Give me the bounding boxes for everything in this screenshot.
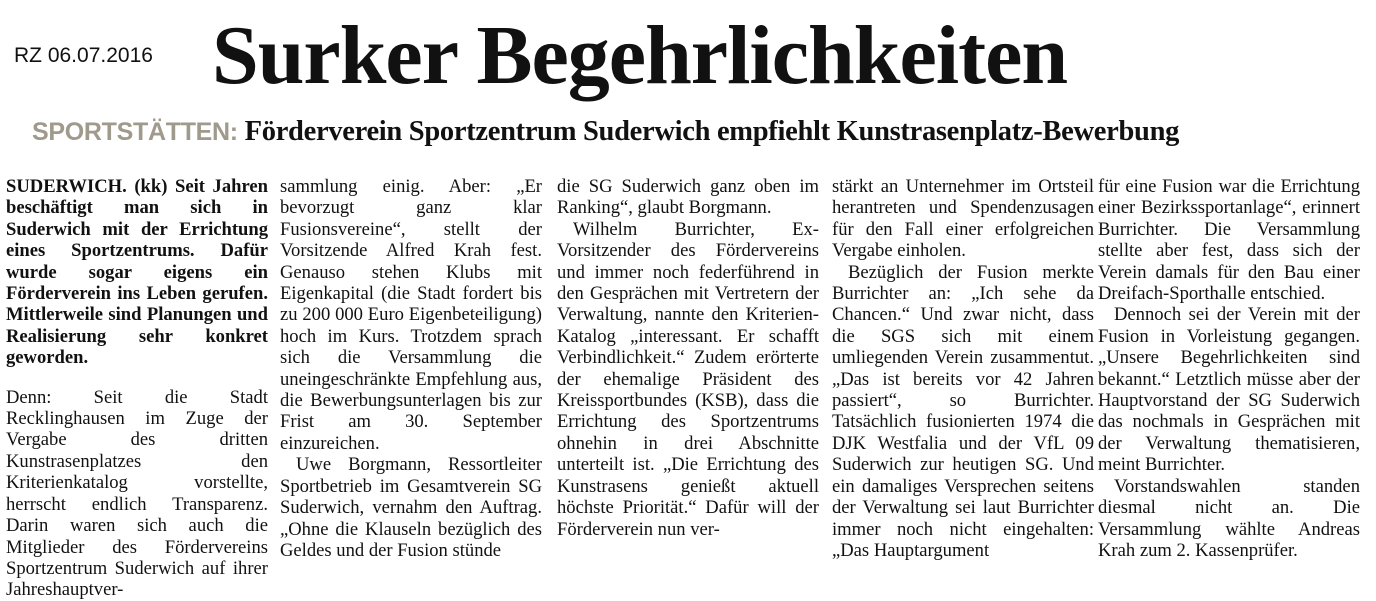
body-paragraph: für eine Fusion war die Errichtung einer Bezirkssportanlage“, erinnert Burrichter. Die Versammlung stellte aber fest, dass sich der Verein damals für den Bau einer Dreifach-Sporthalle entschied. bbox=[1098, 176, 1360, 305]
article-subline bbox=[32, 113, 1179, 151]
source-date-label: RZ 06.07.2016 bbox=[14, 44, 153, 67]
article-column-2 bbox=[280, 176, 542, 580]
body-paragraph: Vorstandswahlen standen diesmal nicht an. Die Versammlung wählte Andreas Krah zum 2. Kassenprüfer. bbox=[1098, 475, 1360, 561]
body-paragraph: Dennoch sei der Verein mit der Fusion in Vorleistung gegangen. „Unsere Begehrlichkeiten sind bekannt.“ Letztlich müsse aber der Hauptvorstand der SG Suderwich das nochmals in Gesprächen mit der Verwaltung thematisieren, meint Burrichter. bbox=[1098, 304, 1360, 476]
body-paragraph: Uwe Borgmann, Ressortleiter Sportbetrieb im Gesamtverein SG Suderwich, vernahm den Auftrag. „Ohne die Klauseln bezüglich des Geldes und der Fusion stünde bbox=[280, 454, 542, 561]
body-paragraph: Wilhelm Burrichter, Ex-Vorsitzender des Fördervereins und immer noch federführend in den Gesprächen mit Vertretern der Verwaltung, nannte den Kriterien-Katalog „interessant. Er schafft Verbindlichkeit.“ Zudem erörterte der ehemalige Präsident des Kreissportbundes (KSB), dass die Errichtung des Sportzentrums ohnehin in drei Abschnitte unterteilt ist. „Die Errichtung des Kunstrasens genießt aktuell höchste Priorität.“ Dafür will der Förderverein nun ver- bbox=[557, 218, 819, 540]
body-paragraph: Bezüglich der Fusion merkte Burrichter an: „Ich sehe da Chancen.“ Und zwar nicht, dass die SGS sich mit einem umliegenden Verein zusammentut. „Das ist bereits vor 42 Jahren passiert“, so Burrichter. Tatsächlich fusionierten 1974 die DJK Westfalia und der VfL 09 Suderwich zur heutigen SG. Und ein damaliges Versprechen seitens der Verwaltung sei laut Burrichter immer noch nicht eingehalten: „Das Hauptargument bbox=[832, 261, 1094, 561]
body-paragraph: Denn: Seit die Stadt Recklinghausen im Zuge der Vergabe des dritten Kunstrasenplatzes den Kriterienkatalog vorstellte, herrscht endlich Transparenz. Darin waren sich auch die Mitglieder des Fördervereins Sportzentrum Suderwich auf ihrer Jahreshauptver- bbox=[6, 386, 268, 601]
article-column-4 bbox=[832, 176, 1094, 580]
body-paragraph: stärkt an Unternehmer im Ortsteil herantreten und Spendenzusagen für den Fall einer erfolgreichen Vergabe einholen. bbox=[832, 176, 1094, 262]
lead-paragraph: SUDERWICH. (kk) Seit Jahren beschäftigt man sich in Suderwich mit der Errichtung eines Sportzentrums. Dafür wurde sogar eigens ein Förderverein ins Leben gerufen. Mittlerweile sind Planungen und Realisierung sehr konkret geworden. bbox=[6, 176, 268, 369]
article-column-1 bbox=[6, 176, 268, 601]
body-paragraph: sammlung einig. Aber: „Er bevorzugt ganz klar Fusionsvereine“, stellt der Vorsitzende Alfred Krah fest. Genauso stehen Klubs mit Eigenkapital (die Stadt fordert bis zu 200 000 Euro Eigenbeteiligung) hoch im Kurs. Trotzdem sprach sich die Versammlung die uneingeschränkte Empfehlung aus, die Bewerbungsunterlagen bis zur Frist am 30. September einzureichen. bbox=[280, 176, 542, 454]
article-headline: Surker Begehrlichkeiten bbox=[212, 9, 1068, 102]
subline-kicker: SPORTSTÄTTEN: bbox=[32, 118, 238, 146]
body-paragraph: die SG Suderwich ganz oben im Ranking“, glaubt Borgmann. bbox=[557, 176, 819, 219]
article-column-3 bbox=[557, 176, 819, 580]
subline-text: Förderverein Sportzentrum Suderwich empfiehlt Kunstrasenplatz-Bewerbung bbox=[237, 116, 1180, 147]
article-column-5 bbox=[1098, 176, 1360, 580]
